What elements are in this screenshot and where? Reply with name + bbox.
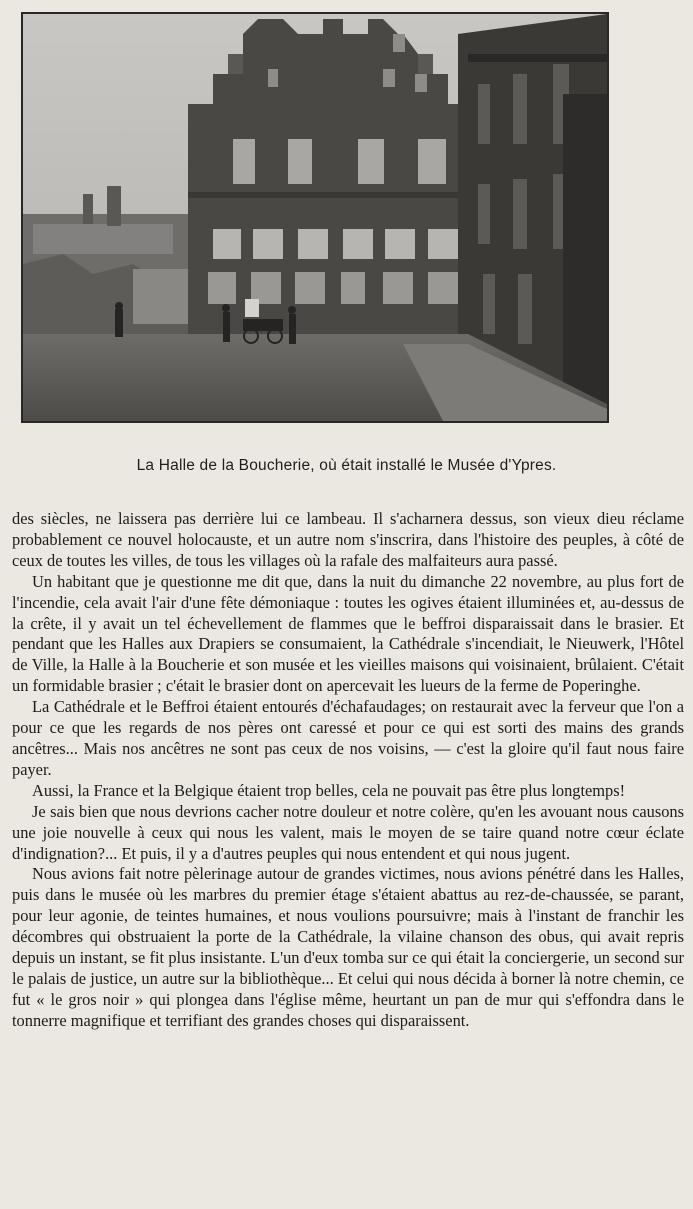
paragraph: La Cathédrale et le Beffroi étaient entourés d'échafaudages; on restaurait avec la ferveur que l'on a pour ce que les regards de nos pères ont caressé et pour ce qui est sorti des mains des grands ancêtres... Mais nos ancêtres ne sont pas ceux de nos voisins, — c'est la gloire qu'il faut nous faire payer. bbox=[12, 697, 684, 779]
paragraph: Aussi, la France et la Belgique étaient trop belles, cela ne pouvait pas être plus longtemps! bbox=[32, 780, 626, 800]
paragraph: Nous avions fait notre pèlerinage autour de grandes victimes, nous avions pénétré dans les Halles, puis dans le musée où les marbres du premier étage s'étaient abattus au rez-de-chaussée, se parant, pour leur agonie, de teintes humaines, et nous voulions poursuivre; mais à l'instant de franchir les décombres qui obstruaient la porte de la Cathédrale, la vilaine chanson des obus, qui avait repris depuis un instant, se fit plus insistante. L'un d'eux tomba sur ce qui était la conciergerie, un second sur le palais de justice, un autre sur la bibliothèque... Et celui qui nous décida à borner là notre chemin, ce fut « le gros noir » qui plongea dans l'église même, heurtant un pan de mur qui s'effondra dans le tonnerre magnifique et terrifiant des grandes choses qui disparaissent. bbox=[12, 864, 684, 1030]
ruined-building-photo bbox=[23, 14, 607, 421]
paragraph: des siècles, ne laissera pas derrière lui ce lambeau. Il s'acharnera dessus, son vieux dieu réclame probablement ce nouvel holocauste, et un autre nom s'inscrira, dans l'histoire des peuples, à côté de ceux de toutes les villes, de tous les villages où la rafale des malfaiteurs aura passé. bbox=[12, 509, 684, 570]
photo-caption: La Halle de la Boucherie, où était installé le Musée d'Ypres. bbox=[136, 457, 557, 474]
article-body bbox=[12, 509, 684, 1032]
paragraph: Je sais bien que nous devrions cacher notre douleur et notre colère, qu'en les avouant nous causons une joie nouvelle à ceux qui nous les valent, mais le moyen de se taire quand notre cœur éclate d'indignation?... Et puis, il y a d'autres peuples qui nous entendent et qui nous jugent. bbox=[12, 801, 684, 863]
ruined-halle-photo bbox=[21, 12, 609, 423]
paragraph: Un habitant que je questionne me dit que, dans la nuit du dimanche 22 novembre, au plus fort de l'incendie, cela avait l'air d'une fête démoniaque : toutes les ogives étaient illuminées et, au-dessus de la crête, il y avait un tel échevellement de flammes que le beffroi disparaissait dans le brasier. Et pendant que les Halles aux Drapiers se consumaient, la Cathédrale s'incendiait, le Nieuwerk, l'Hôtel de Ville, la Halle à la Boucherie et son musée et les vieilles maisons qui voisinaient, brûlaient. C'était un formidable brasier ; c'était le brasier dont on apercevait les lueurs de la ferme de Poperinghe. bbox=[12, 571, 684, 696]
